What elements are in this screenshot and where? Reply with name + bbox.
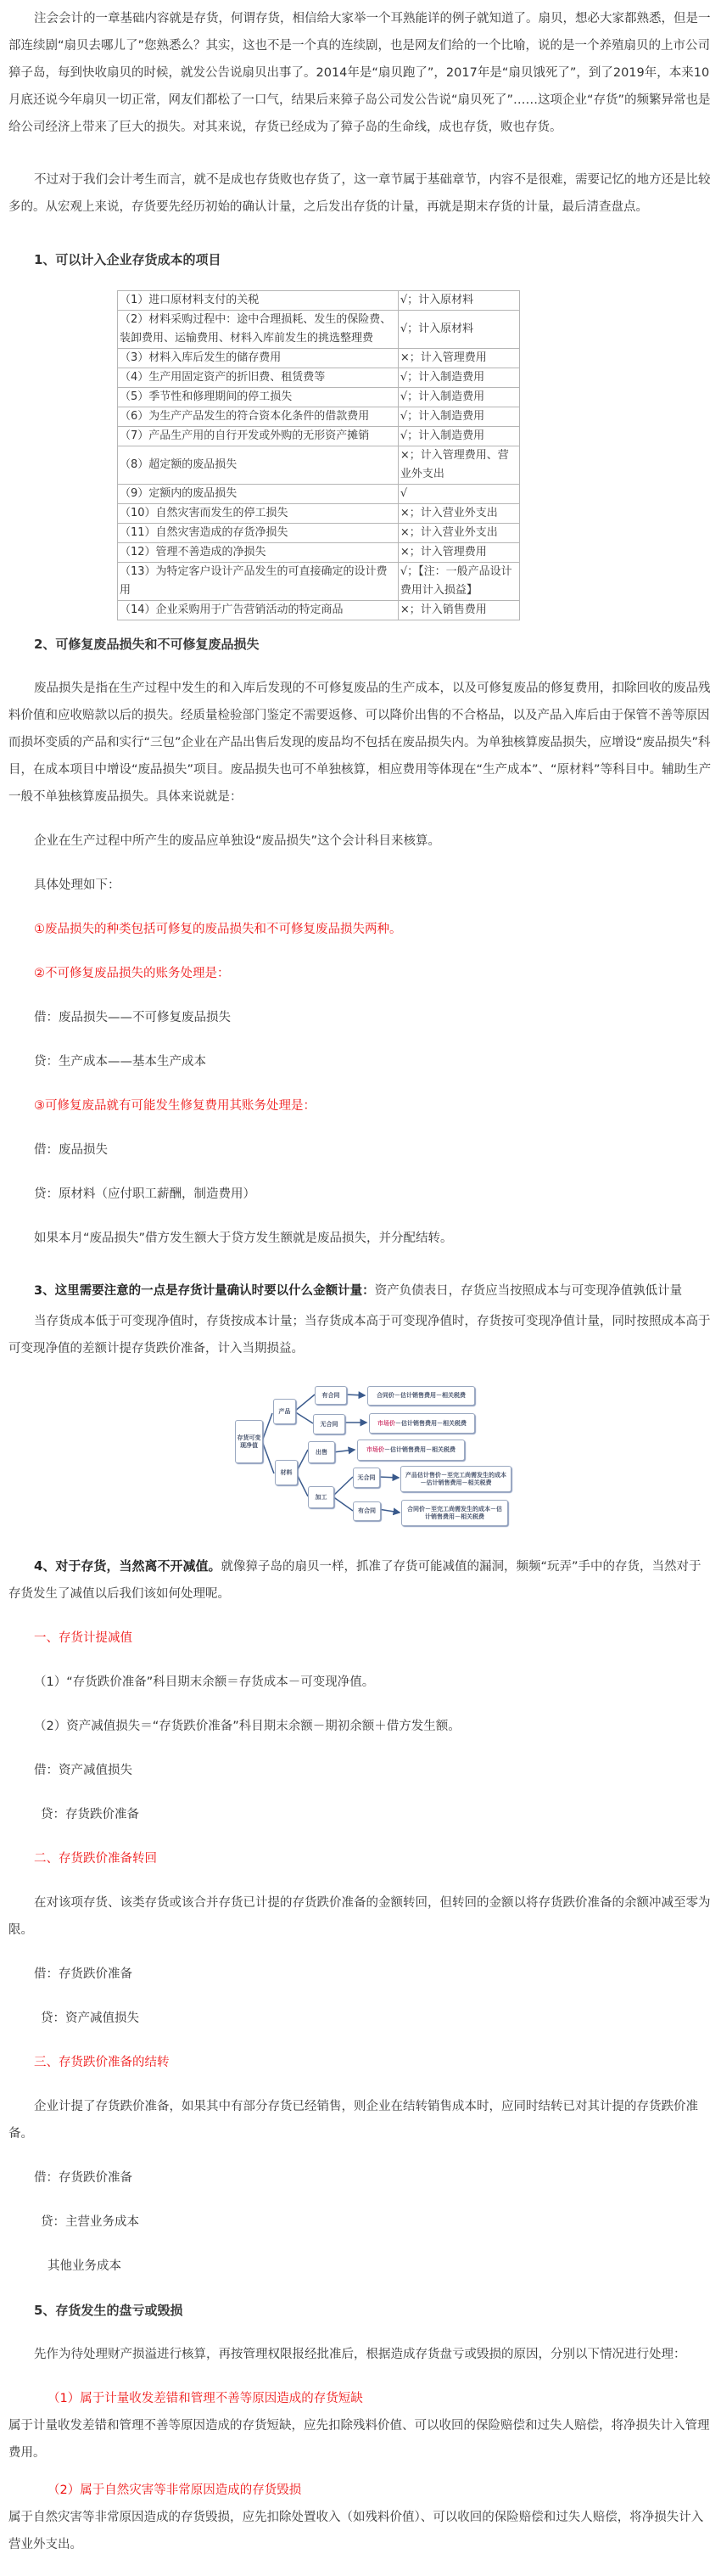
market-price-formula: －估计销售费用－相关税费 — [395, 1419, 467, 1427]
journal-credit-5: 贷：主营业务成本 — [41, 2215, 139, 2229]
cost-treatment: ×；计入销售费用 — [398, 601, 519, 620]
node-result-process-contract: 合同价－至完工尚需发生的成本－估计销售费用－相关税费 — [401, 1500, 508, 1526]
node-nrv-root: 存货可变现净值 — [235, 1420, 263, 1463]
cost-treatment: √；计入原材料 — [398, 291, 519, 311]
cost-item: （12）管理不善造成的净损失 — [118, 543, 399, 563]
table-row — [118, 427, 520, 446]
market-price-label: 市场价 — [366, 1446, 384, 1453]
node-material-sell: 出售 — [308, 1441, 335, 1463]
journal-credit-4: 贷：资产减值损失 — [41, 2012, 139, 2025]
table-row — [118, 388, 520, 407]
node-result-process-no-contract: 产品估计售价－至完工尚需发生的成本－估计销售费用－相关税费 — [400, 1466, 511, 1492]
table-row — [118, 524, 520, 543]
table-row — [118, 368, 520, 388]
cost-treatment: ×；计入营业外支出 — [398, 524, 519, 543]
table-row — [118, 601, 520, 620]
table-row — [118, 485, 520, 504]
table-row — [118, 543, 520, 563]
section4-heading-rest: 就像獐子岛的扇贝一样，抓准了存货可能减值的漏洞，频频“玩弄”手中的存货，当然对于存货发生了减值以后我们该如何处理呢。 — [8, 1560, 701, 1601]
section2-paragraph-1: 废品损失是指在生产过程中发生的和入库后发现的不可修复废品的生产成本，以及可修复废品的修复费用，扣除回收的废品残料价值和应收赔款以后的损失。经质量检验部门鉴定不需要返修、可以降价出售的不合格品，以及产品入库后由于保管不善等原因而损坏变质的产品和实行“三包”企业在产品出售后发现的废品均不包括在废品损失内。为单独核算废品损失，应增设“废品损失”科目，在成本项目中增设“废品损失”项目。废品损失也可不单独核算，相应费用等体现在“生产成本”、“原材料”等科目中。辅助生产一般不单独核算废品损失。具体来说就是： — [8, 682, 712, 804]
section4-sub3: 三、存货跌价准备的结转 — [34, 2056, 170, 2069]
table-row — [118, 311, 520, 349]
table-row — [118, 349, 520, 368]
node-material: 材料 — [275, 1460, 298, 1485]
journal-debit-3: 借：资产减值损失 — [34, 1764, 132, 1777]
cost-treatment: √；计入原材料 — [398, 311, 519, 349]
section5-sub2: （2）属于自然灾害等非常原因造成的存货毁损 — [48, 2483, 302, 2497]
cost-item: （3）材料入库后发生的储存费用 — [118, 349, 399, 368]
cost-treatment: ×；计入管理费用、营业外支出 — [398, 446, 519, 485]
node-process-without-contract: 无合同 — [353, 1468, 380, 1488]
section2-paragraph-3: 具体处理如下： — [34, 878, 120, 892]
table-row — [118, 407, 520, 427]
cost-treatment: ×；计入管理费用 — [398, 543, 519, 563]
section2-heading: 2、可修复废品损失和不可修复废品损失 — [34, 637, 260, 652]
node-product-with-contract: 有合同 — [315, 1386, 347, 1405]
section2-red-note-3: ③可修复废品就有可能发生修复费用其账务处理是： — [34, 1099, 316, 1113]
cost-item: （1）进口原材料支付的关税 — [118, 291, 399, 311]
node-process-with-contract: 有合同 — [353, 1501, 381, 1521]
section5-paragraph-3: 属于自然灾害等非常原因造成的存货毁损，应先扣除处置收入（如残料价值）、可以收回的保险赔偿和过失人赔偿，将净损失计入营业外支出。 — [8, 2511, 704, 2551]
cost-item: （9）定额内的废品损失 — [118, 485, 399, 504]
section5-sub1: （1）属于计量收发差错和管理不善等原因造成的存货短缺 — [48, 2392, 363, 2405]
section5-heading: 5、存货发生的盘亏或毁损 — [34, 2303, 183, 2318]
section1-heading: 1、可以计入企业存货成本的项目 — [34, 252, 221, 267]
node-product-without-contract: 无合同 — [313, 1414, 345, 1434]
formula-2: （2）资产减值损失＝“存货跌价准备”科目期末余额－期初余额＋借方发生额。 — [34, 1720, 461, 1733]
section4-heading — [8, 1552, 713, 1608]
section3-heading-bold: 3、这里需要注意的一点是存货计量确认时要以什么金额计量： — [34, 1284, 375, 1298]
section3-heading-rest: 资产负债表日，存货应当按照成本与可变现净值孰低计量 — [374, 1284, 683, 1298]
node-product: 产品 — [273, 1399, 296, 1424]
intro-paragraph-1: 注会会计的一章基础内容就是存货，何谓存货，相信给大家举一个耳熟能详的例子就知道了。扇贝，想必大家都熟悉，但是一部连续剧“扇贝去哪儿了”您熟悉么？其实，这也不是一个真的连续剧，也是网友们给的一个比喻，说的是一个养殖扇贝的上市公司獐子岛，每到快收扇贝的时候，就发公告说扇贝出事了。2014年是“扇贝跑了”，2017年是“扇贝饿死了”，到了2019年，本来10月底还说今年扇贝一切正常，网友们都松了一口气，结果后来獐子岛公司发公告说“扇贝死了”……这项企业“存货”的频繁异常也是给公司经济上带来了巨大的损失。对其来说，存货已经成为了獐子岛的生命线，成也存货，败也存货。 — [8, 12, 711, 134]
section4-paragraph-3: 企业计提了存货跌价准备，如果其中有部分存货已经销售，则企业在结转销售成本时，应同时结转已对其计提的存货跌价准备。 — [8, 2100, 698, 2141]
cost-item: （10）自然灾害而发生的停工损失 — [118, 504, 399, 524]
node-result-contract-price: 合同价－估计销售费用－相关税费 — [367, 1386, 475, 1406]
journal-credit-1: 贷：生产成本——基本生产成本 — [34, 1055, 206, 1069]
section5-paragraph-2: 属于计量收发差错和管理不善等原因造成的存货短缺，应先扣除残料价值、可以收回的保险赔偿和过失人赔偿，将净损失计入管理费用。 — [8, 2419, 710, 2460]
table-row — [118, 446, 520, 485]
cost-treatment: √ — [398, 485, 519, 504]
cost-item: （5）季节性和修理期间的停工损失 — [118, 388, 399, 407]
section4-paragraph-2: 在对该项存货、该类存货或该合并存货已计提的存货跌价准备的金额转回，但转回的金额以将存货跌价准备的余额冲减至零为限。 — [8, 1896, 711, 1937]
cost-item: （2）材料采购过程中：途中合理损耗、发生的保险费、装卸费用、运输费用、材料入库前发生的挑选整理费 — [118, 311, 399, 349]
table-row — [118, 291, 520, 311]
section2-red-note-1: ①废品损失的种类包括可修复的废品损失和不可修复废品损失两种。 — [34, 923, 402, 936]
cost-treatment: ×；计入营业外支出 — [398, 504, 519, 524]
section4-heading-bold: 4、对于存货，当然离不开减值。 — [34, 1558, 221, 1574]
section5-paragraph-1: 先作为待处理财产损溢进行核算，再按管理权限报经批准后，根据造成存货盘亏或毁损的原因，分别以下情况进行处理： — [34, 2348, 686, 2361]
cost-treatment: √；计入制造费用 — [398, 427, 519, 446]
journal-debit-5: 借：存货跌价准备 — [34, 2171, 132, 2185]
cost-item: （6）为生产产品发生的符合资本化条件的借款费用 — [118, 407, 399, 427]
cost-item: （13）为特定客户设计产品发生的可直接确定的设计费用 — [118, 563, 399, 601]
journal-credit-2: 贷：原材料（应付职工薪酬，制造费用） — [34, 1187, 255, 1201]
cost-treatment: √；计入制造费用 — [398, 388, 519, 407]
inventory-cost-table — [117, 290, 520, 620]
journal-debit-4: 借：存货跌价准备 — [34, 1967, 132, 1981]
section2-paragraph-4: 如果本月“废品损失”借方发生额大于贷方发生额就是废品损失，并分配结转。 — [34, 1232, 453, 1245]
formula-1: （1）“存货跌价准备”科目期末余额＝存货成本－可变现净值。 — [34, 1675, 375, 1689]
section2-paragraph-2: 企业在生产过程中所产生的废品应单独设“废品损失”这个会计科目来核算。 — [34, 834, 441, 848]
cost-item: （8）超定额的废品损失 — [118, 446, 399, 485]
cost-item: （11）自然灾害造成的存货净损失 — [118, 524, 399, 543]
node-result-market-price-material — [357, 1440, 465, 1461]
cost-treatment: √；【注：一般产品设计费用计入损益】 — [398, 563, 519, 601]
table-row — [118, 563, 520, 601]
cost-item: （7）产品生产用的自行开发或外购的无形资产摊销 — [118, 427, 399, 446]
section4-sub2: 二、存货跌价准备转回 — [34, 1852, 157, 1866]
nrv-flowchart — [212, 1378, 517, 1547]
node-result-market-price-product — [369, 1413, 475, 1434]
node-material-process: 加工 — [308, 1486, 334, 1508]
journal-credit-5b: 其他业务成本 — [48, 2259, 121, 2273]
cost-treatment: √；计入制造费用 — [398, 368, 519, 388]
cost-treatment: √；计入制造费用 — [398, 407, 519, 427]
market-price-label: 市场价 — [377, 1419, 395, 1427]
journal-debit-2: 借：废品损失 — [34, 1143, 108, 1157]
cost-treatment: ×；计入管理费用 — [398, 349, 519, 368]
intro-paragraph-2: 不过对于我们会计考生而言，就不是成也存货败也存货了，这一章节属于基础章节，内容不是很难，需要记忆的地方还是比较多的。从宏观上来说，存货要先经历初始的确认计量，之后发出存货的计量，再就是期末存货的计量，最后清查盘点。 — [8, 173, 711, 214]
table-row — [118, 504, 520, 524]
section4-sub1: 一、存货计提减值 — [34, 1631, 132, 1645]
cost-item: （4）生产用固定资产的折旧费、租赁费等 — [118, 368, 399, 388]
section3-paragraph-1: 当存货成本低于可变现净值时，存货按成本计量；当存货成本高于可变现净值时，存货按可变现净值计量，同时按照成本高于可变现净值的差额计提存货跌价准备，计入当期损益。 — [8, 1315, 711, 1355]
cost-item: （14）企业采购用于广告营销活动的特定商品 — [118, 601, 399, 620]
section3-heading — [8, 1277, 713, 1305]
journal-debit-1: 借：废品损失——不可修复废品损失 — [34, 1011, 231, 1024]
market-price-formula: －估计销售费用－相关税费 — [384, 1446, 456, 1453]
section2-red-note-2: ②不可修复废品损失的账务处理是： — [34, 967, 230, 980]
journal-credit-3: 贷：存货跌价准备 — [41, 1808, 139, 1821]
